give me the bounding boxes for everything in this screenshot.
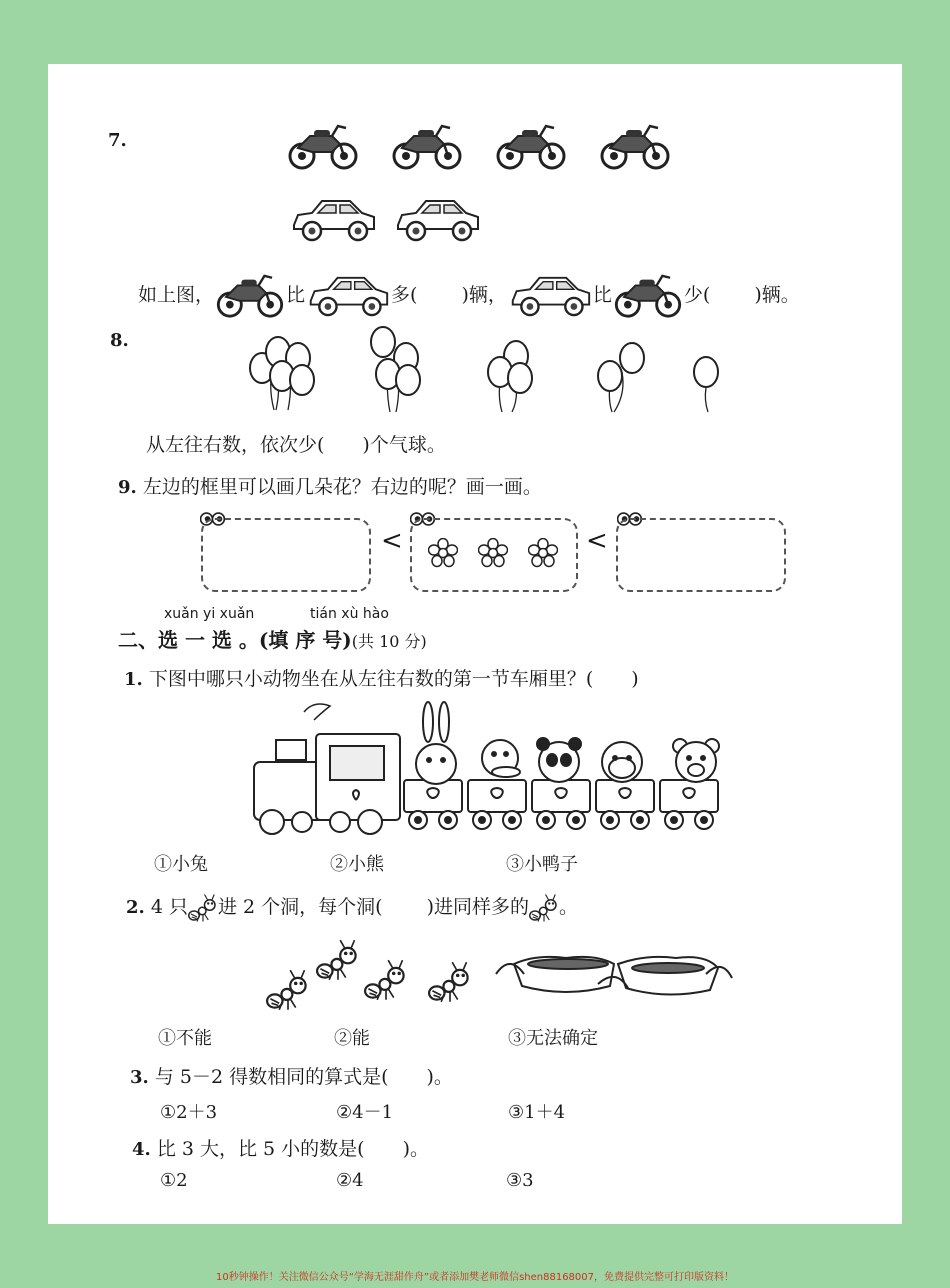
s2q4-option-1[interactable]: ①2 xyxy=(160,1170,188,1191)
car-row xyxy=(288,192,508,252)
s2q2-option-2[interactable]: ②能 xyxy=(334,1028,370,1049)
section2-title-line xyxy=(118,624,427,653)
less-than-symbol-2: < xyxy=(586,526,608,556)
car-icon xyxy=(288,192,378,248)
car-icon xyxy=(305,272,391,320)
q8-text: 从左往右数，依次少( )个气球。 xyxy=(146,434,446,456)
s2q2-option-1[interactable]: ①不能 xyxy=(158,1028,212,1049)
q7-text-6: 少( xyxy=(683,284,711,306)
q9-number: 9. xyxy=(118,477,137,498)
car-icon xyxy=(507,272,593,320)
flower-icon xyxy=(428,538,458,568)
balloon-group-2 xyxy=(598,343,644,412)
pinyin-tian-xu-hao: tián xù hào xyxy=(310,606,389,622)
balloon-group-4 xyxy=(371,327,420,412)
train-carriage xyxy=(596,780,654,829)
s2q1-option-2[interactable]: ②小熊 xyxy=(330,854,384,875)
less-than-symbol-1: < xyxy=(381,526,403,556)
s2q1-option-3[interactable]: ③小鸭子 xyxy=(506,854,578,875)
q9-line xyxy=(118,472,542,499)
animal-train-illustration xyxy=(244,700,734,840)
ant-icon xyxy=(529,893,559,923)
left-draw-box[interactable] xyxy=(201,518,371,592)
s2q2-number: 2. xyxy=(126,897,145,918)
s2q2-option-3[interactable]: ③无法确定 xyxy=(508,1028,598,1049)
s2q4-option-2[interactable]: ②4 xyxy=(336,1170,364,1191)
motorcycle-icon xyxy=(612,272,684,320)
motorcycle-icon xyxy=(288,119,358,175)
s2q1-line xyxy=(124,664,639,691)
q7-text-3: 多( xyxy=(391,284,418,306)
car-icon xyxy=(392,192,482,248)
motorcycle-icon xyxy=(600,119,670,175)
balloon-group-3 xyxy=(488,341,532,412)
s2q2-text-1: 4 只 xyxy=(150,896,188,918)
motorcycle-icon xyxy=(496,119,566,175)
balloon-group-1 xyxy=(694,357,718,412)
train-carriage xyxy=(660,780,718,829)
q7-text-1: 如上图， xyxy=(138,284,215,306)
train-carriage xyxy=(468,780,526,829)
train-carriage xyxy=(404,780,462,829)
ants-and-holes-illustration xyxy=(266,934,716,1014)
s2q3-line xyxy=(130,1062,453,1089)
right-draw-box[interactable] xyxy=(616,518,786,592)
s2q4-text: 比 3 大，比 5 小的数是( )。 xyxy=(156,1138,430,1160)
q7-text-5: 比 xyxy=(592,284,612,306)
motorcycle-icon xyxy=(214,272,286,320)
s2q3-option-2[interactable]: ②4－1 xyxy=(336,1102,394,1123)
s2q3-text: 与 5－2 得数相同的算式是( )。 xyxy=(154,1066,453,1088)
pinyin-xuan-yi-xuan: xuǎn yi xuǎn xyxy=(164,606,255,622)
flower-icon xyxy=(528,538,558,568)
s2q3-option-3[interactable]: ③1＋4 xyxy=(508,1102,566,1123)
s2q2-text-4: 。 xyxy=(559,896,579,918)
s2q2-text-2: 进 2 个洞，每个洞( xyxy=(217,896,383,918)
flower-icon xyxy=(478,538,508,568)
section2-score: (共 10 分) xyxy=(351,632,427,651)
q7-text-7: )辆。 xyxy=(754,284,800,306)
middle-flower-box xyxy=(410,518,578,592)
s2q4-option-3[interactable]: ③3 xyxy=(506,1170,534,1191)
motorcycle-icon xyxy=(392,119,462,175)
q7-text-4: )辆， xyxy=(461,284,507,306)
balloon-group-5 xyxy=(250,337,314,410)
q7-sentence xyxy=(138,272,800,320)
footer-promo-text: 10秒钟操作！关注微信公众号“学海无涯甜作舟”或者添加樊老师微信shen88168007，免费提供完整可打印版资料！ xyxy=(215,1272,735,1283)
s2q3-number: 3. xyxy=(130,1067,149,1088)
s2q1-number: 1. xyxy=(124,669,143,690)
s2q2-line xyxy=(126,892,578,923)
flower-row xyxy=(428,538,568,572)
s2q2-text-3: )进同样多的 xyxy=(426,896,529,918)
balloon-groups xyxy=(238,322,728,414)
s2q1-option-1[interactable]: ①小兔 xyxy=(154,854,208,875)
q8-number: 8. xyxy=(110,330,129,351)
s2q4-line xyxy=(132,1134,429,1161)
q7-text-2: 比 xyxy=(286,284,306,306)
s2q4-number: 4. xyxy=(132,1139,151,1160)
motorcycle-row xyxy=(288,119,688,179)
section2-title: 二、选 一 选 。(填 序 号) xyxy=(118,628,352,652)
ant-icon xyxy=(188,893,218,923)
s2q1-text: 下图中哪只小动物坐在从左往右数的第一节车厢里？( ) xyxy=(148,668,639,690)
worksheet-page xyxy=(48,64,902,1224)
q9-text: 左边的框里可以画几朵花？右边的呢？画一画。 xyxy=(142,476,542,498)
train-carriage xyxy=(532,780,590,829)
q7-number: 7. xyxy=(108,130,127,151)
s2q3-option-1[interactable]: ①2＋3 xyxy=(160,1102,218,1123)
